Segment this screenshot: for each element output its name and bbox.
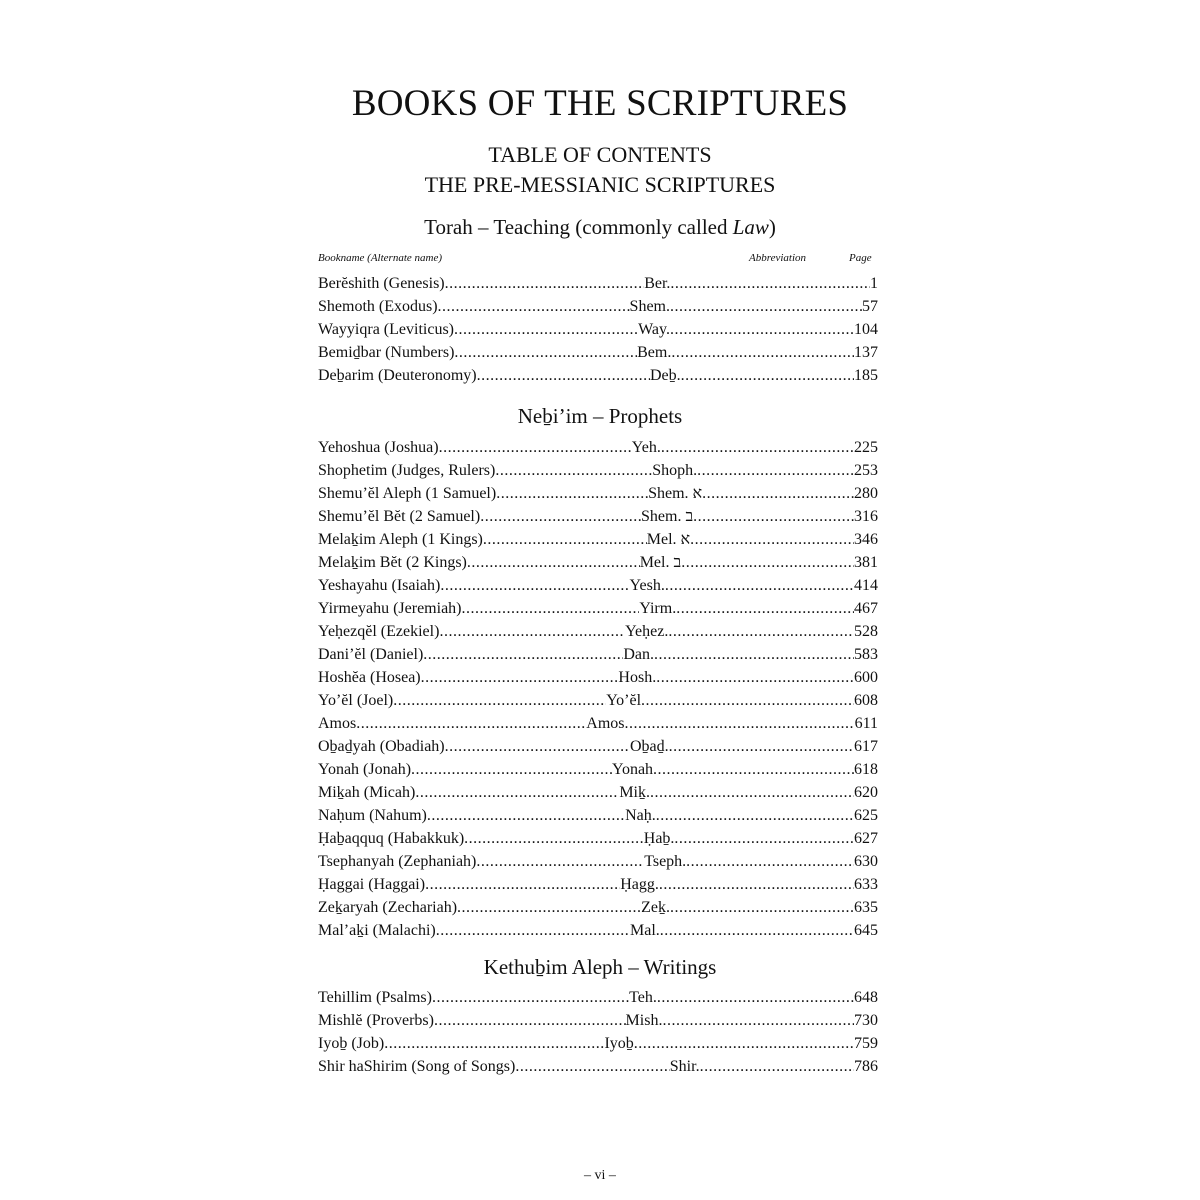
- toc-entry: [318, 505, 878, 528]
- toc-entry-abbreviation: Teh.: [629, 989, 657, 1006]
- dot-leader: [681, 551, 854, 574]
- table-of-contents-heading: TABLE OF CONTENTS: [488, 142, 712, 167]
- toc-entry-page: 583: [854, 646, 878, 663]
- toc-entry-abbreviation: Zeḵ.: [641, 899, 670, 916]
- dot-leader: [515, 1055, 669, 1078]
- toc-entry-abbreviation: Yeh.: [631, 439, 661, 456]
- toc-entry-abbreviation: Mel. ב: [639, 554, 682, 571]
- toc-entry: [318, 781, 878, 804]
- toc-entry-page: 137: [854, 344, 878, 361]
- toc-entry-page: 104: [854, 321, 879, 338]
- toc-entry-abbreviation: Mal.: [629, 922, 660, 939]
- dot-leader: [661, 436, 854, 459]
- dot-leader: [662, 1009, 854, 1032]
- toc-entry-name: Ḥaggai (Haggai): [318, 876, 426, 893]
- toc-entry-abbreviation: Miḵ.: [619, 784, 650, 801]
- toc-entry-name: Yehoshua (Joshua): [318, 439, 439, 456]
- toc-entry-name: Amos: [318, 715, 357, 732]
- toc-entry-name: Shir haShirim (Song of Songs): [318, 1058, 516, 1075]
- toc-entry-abbreviation: Dan.: [623, 646, 654, 663]
- toc-entry-page: 627: [854, 830, 879, 847]
- toc-entry-page: 648: [854, 989, 878, 1006]
- toc-entry-name: Oḇaḏyah (Obadiah): [318, 738, 445, 755]
- dot-leader: [656, 804, 854, 827]
- toc-entry: [318, 666, 878, 689]
- toc-entry: [318, 735, 878, 758]
- dot-leader: [659, 873, 854, 896]
- dot-leader: [477, 364, 650, 387]
- toc-entry: [318, 551, 878, 574]
- toc-entry-page: 185: [854, 367, 879, 384]
- dot-leader: [440, 574, 629, 597]
- toc-entry: [318, 643, 878, 666]
- section-heading-prophets: Neḇi’im – Prophets: [517, 404, 683, 428]
- toc-list-writings: [318, 986, 878, 1078]
- toc-entry-page: 730: [854, 1012, 879, 1029]
- toc-entry-abbreviation: Shem. ב: [641, 508, 694, 525]
- dot-leader: [445, 272, 645, 295]
- toc-entry: [318, 986, 878, 1009]
- toc-entry: [318, 574, 878, 597]
- toc-entry-name: Berĕshith (Genesis): [318, 275, 445, 292]
- dot-leader: [650, 781, 854, 804]
- toc-entry-page: 645: [854, 922, 879, 939]
- toc-entry: [318, 712, 878, 735]
- toc-entry: [318, 597, 878, 620]
- toc-entry-abbreviation: Hosh.: [618, 669, 657, 686]
- toc-entry-abbreviation: Yeḥez.: [625, 623, 669, 640]
- dot-leader: [454, 341, 637, 364]
- toc-entry-page: 280: [854, 485, 878, 502]
- toc-entry: [318, 804, 878, 827]
- toc-entry-abbreviation: Way.: [638, 321, 670, 338]
- dot-leader: [669, 735, 854, 758]
- toc-entry: [318, 896, 878, 919]
- toc-entry: [318, 318, 878, 341]
- toc-entry: [318, 459, 878, 482]
- dot-leader: [480, 505, 641, 528]
- toc-entry-name: Mishlĕ (Proverbs): [318, 1012, 434, 1029]
- toc-entry: [318, 873, 878, 896]
- toc-entry-abbreviation: Amos: [586, 715, 625, 732]
- toc-entry-page: 346: [854, 531, 879, 548]
- dot-leader: [423, 643, 623, 666]
- dot-leader: [690, 528, 854, 551]
- dot-leader: [432, 986, 629, 1009]
- dot-leader: [660, 919, 854, 942]
- dot-leader: [483, 528, 647, 551]
- toc-entry-name: Deḇarim (Deuteronomy): [318, 367, 477, 384]
- dot-leader: [439, 620, 625, 643]
- toc-entry-name: Bemiḏbar (Numbers): [318, 344, 455, 361]
- toc-entry: [318, 364, 878, 387]
- dot-leader: [415, 781, 619, 804]
- dot-leader: [393, 689, 606, 712]
- toc-entry-abbreviation: Naḥ.: [625, 807, 656, 824]
- dot-leader: [421, 666, 619, 689]
- toc-entry-abbreviation: Shir.: [669, 1058, 700, 1075]
- dot-leader: [411, 758, 612, 781]
- toc-entry-abbreviation: Bem.: [637, 344, 672, 361]
- column-header-bookname: Bookname (Alternate name): [318, 252, 443, 264]
- toc-entry-name: Yeshayahu (Isaiah): [318, 577, 441, 594]
- toc-entry-name: Iyoḇ (Job): [318, 1035, 385, 1052]
- toc-entry-name: Miḵah (Micah): [318, 784, 416, 801]
- dot-leader: [654, 643, 854, 666]
- toc-entry-name: Naḥum (Nahum): [318, 807, 427, 824]
- dot-leader: [464, 827, 644, 850]
- toc-entry-name: Mal’aḵi (Malachi): [318, 922, 436, 939]
- toc-entry-abbreviation: Shem.: [629, 298, 670, 315]
- dot-leader: [436, 919, 630, 942]
- toc-entry: [318, 620, 878, 643]
- toc-entry-abbreviation: Oḇaḏ.: [629, 738, 669, 755]
- toc-entry-name: Zeḵaryah (Zechariah): [318, 899, 458, 916]
- toc-entry-abbreviation: Iyoḇ: [604, 1035, 634, 1052]
- toc-entry: [318, 528, 878, 551]
- toc-entry-page: 620: [853, 784, 878, 801]
- toc-entry-name: Tsephanyah (Zephaniah): [318, 853, 477, 870]
- dot-leader: [700, 1055, 854, 1078]
- toc-entry-page: 611: [854, 715, 878, 732]
- toc-entry-page: 600: [854, 669, 878, 686]
- toc-entry-page: 414: [854, 577, 878, 594]
- toc-entry-name: Dani’ĕl (Daniel): [318, 646, 424, 663]
- toc-entry: [318, 689, 878, 712]
- toc-entry-page: 528: [854, 623, 879, 640]
- pre-messianic-scriptures-heading: THE PRE-MESSIANIC SCRIPTURES: [424, 172, 776, 197]
- dot-leader: [634, 1032, 854, 1055]
- toc-entry-page: 57: [862, 298, 878, 315]
- toc-entry-name: Shemu’ĕl Aleph (1 Samuel): [318, 485, 497, 502]
- toc-entry-abbreviation: Ber.: [644, 275, 671, 292]
- toc-entry: [318, 1032, 878, 1055]
- dot-leader: [496, 482, 648, 505]
- dot-leader: [671, 341, 854, 364]
- dot-leader: [670, 318, 854, 341]
- toc-entry-page: 786: [854, 1058, 879, 1075]
- toc-entry: [318, 295, 878, 318]
- toc-entry-page: 759: [853, 1035, 878, 1052]
- toc-entry: [318, 272, 878, 295]
- dot-leader: [625, 712, 855, 735]
- toc-entry-name: Yo’ĕl (Joel): [318, 692, 394, 709]
- column-header-page: Page: [849, 252, 872, 264]
- toc-entry: [318, 1009, 878, 1032]
- dot-leader: [681, 364, 854, 387]
- toc-entry-abbreviation: Yo’ĕl: [606, 692, 642, 709]
- toc-entry-abbreviation: Yesh.: [629, 577, 665, 594]
- section-heading-torah-prefix: Torah – Teaching (commonly called: [424, 215, 733, 239]
- dot-leader: [697, 459, 854, 482]
- dot-leader: [693, 505, 854, 528]
- toc-entry: [318, 758, 878, 781]
- dot-leader: [670, 295, 862, 318]
- toc-entry-name: Wayyiqra (Leviticus): [318, 321, 454, 338]
- toc-entry-abbreviation: Shem. א: [648, 485, 703, 502]
- toc-entry-page: 316: [853, 508, 878, 525]
- dot-leader: [670, 272, 870, 295]
- toc-entry-abbreviation: Tseph.: [644, 853, 687, 870]
- dot-leader: [686, 850, 854, 873]
- dot-leader: [356, 712, 586, 735]
- dot-leader: [641, 689, 854, 712]
- toc-entry: [318, 436, 878, 459]
- page-number: – vi –: [584, 1168, 616, 1183]
- dot-leader: [457, 896, 641, 919]
- toc-entry: [318, 1055, 878, 1078]
- dot-leader: [476, 850, 644, 873]
- dot-leader: [467, 551, 640, 574]
- toc-entry-name: Yeḥezqĕl (Ezekiel): [318, 623, 440, 640]
- dot-leader: [454, 318, 638, 341]
- toc-entry-page: 630: [853, 853, 878, 870]
- dot-leader: [384, 1032, 604, 1055]
- page-title: BOOKS OF THE SCRIPTURES: [351, 83, 849, 124]
- dot-leader: [438, 295, 630, 318]
- toc-entry-name: Hoshĕa (Hosea): [318, 669, 421, 686]
- dot-leader: [668, 620, 854, 643]
- toc-entry-page: 625: [854, 807, 879, 824]
- section-heading-writings: Kethuḇim Aleph – Writings: [483, 955, 717, 979]
- dot-leader: [702, 482, 854, 505]
- toc-entry-page: 225: [854, 439, 878, 456]
- toc-entry-abbreviation: Yonah: [611, 761, 654, 778]
- toc-entry-page: 467: [854, 600, 879, 617]
- dot-leader: [425, 873, 620, 896]
- dot-leader: [427, 804, 625, 827]
- toc-list-prophets: [318, 436, 878, 942]
- toc-entry-page: 635: [854, 899, 879, 916]
- toc-entry-abbreviation: Ḥagg.: [620, 876, 659, 893]
- toc-entry-name: Melaḵim Bĕt (2 Kings): [318, 554, 467, 571]
- dot-leader: [656, 666, 854, 689]
- toc-entry-abbreviation: Shoph.: [652, 462, 698, 479]
- dot-leader: [439, 436, 632, 459]
- section-heading-torah-emph: Law: [732, 215, 769, 239]
- toc-entry-abbreviation: Ḥaḇ.: [643, 830, 675, 847]
- toc-entry: [318, 827, 878, 850]
- dot-leader: [676, 597, 854, 620]
- toc-entry-abbreviation: Yirm.: [639, 600, 677, 617]
- toc-entry-page: 381: [854, 554, 878, 571]
- toc-entry-name: Ḥaḇaqquq (Habakkuk): [318, 830, 465, 847]
- toc-entry-abbreviation: Mish.: [625, 1012, 663, 1029]
- toc-entry-name: Tehillim (Psalms): [318, 989, 432, 1006]
- column-header-abbreviation: Abbreviation: [749, 252, 807, 264]
- toc-entry-name: Yonah (Jonah): [318, 761, 412, 778]
- dot-leader: [653, 758, 854, 781]
- toc-entry: [318, 482, 878, 505]
- toc-entry-page: 618: [853, 761, 878, 778]
- toc-entry-abbreviation: Mel. א: [646, 531, 691, 548]
- toc-entry-abbreviation: Deḇ.: [649, 367, 681, 384]
- toc-entry-page: 1: [869, 275, 878, 292]
- toc-entry-name: Shophetim (Judges, Rulers): [318, 462, 496, 479]
- toc-entry: [318, 919, 878, 942]
- toc-entry: [318, 850, 878, 873]
- toc-entry-name: Melaḵim Aleph (1 Kings): [318, 531, 483, 548]
- toc-entry-name: Yirmeyahu (Jeremiah): [318, 600, 462, 617]
- toc-list-torah: [318, 272, 878, 387]
- section-heading-torah: [0, 215, 1200, 240]
- dot-leader: [495, 459, 652, 482]
- dot-leader: [657, 986, 854, 1009]
- toc-entry-page: 633: [854, 876, 878, 893]
- section-heading-torah-suffix: ): [768, 215, 776, 239]
- dot-leader: [665, 574, 854, 597]
- dot-leader: [670, 896, 854, 919]
- toc-entry-name: Shemoth (Exodus): [318, 298, 438, 315]
- dot-leader: [462, 597, 640, 620]
- toc-entry-page: 617: [854, 738, 878, 755]
- toc-entry-name: Shemu’ĕl Bĕt (2 Samuel): [318, 508, 481, 525]
- dot-leader: [445, 735, 630, 758]
- toc-entry: [318, 341, 878, 364]
- dot-leader: [674, 827, 854, 850]
- toc-entry-page: 608: [854, 692, 878, 709]
- toc-entry-page: 253: [853, 462, 878, 479]
- dot-leader: [434, 1009, 626, 1032]
